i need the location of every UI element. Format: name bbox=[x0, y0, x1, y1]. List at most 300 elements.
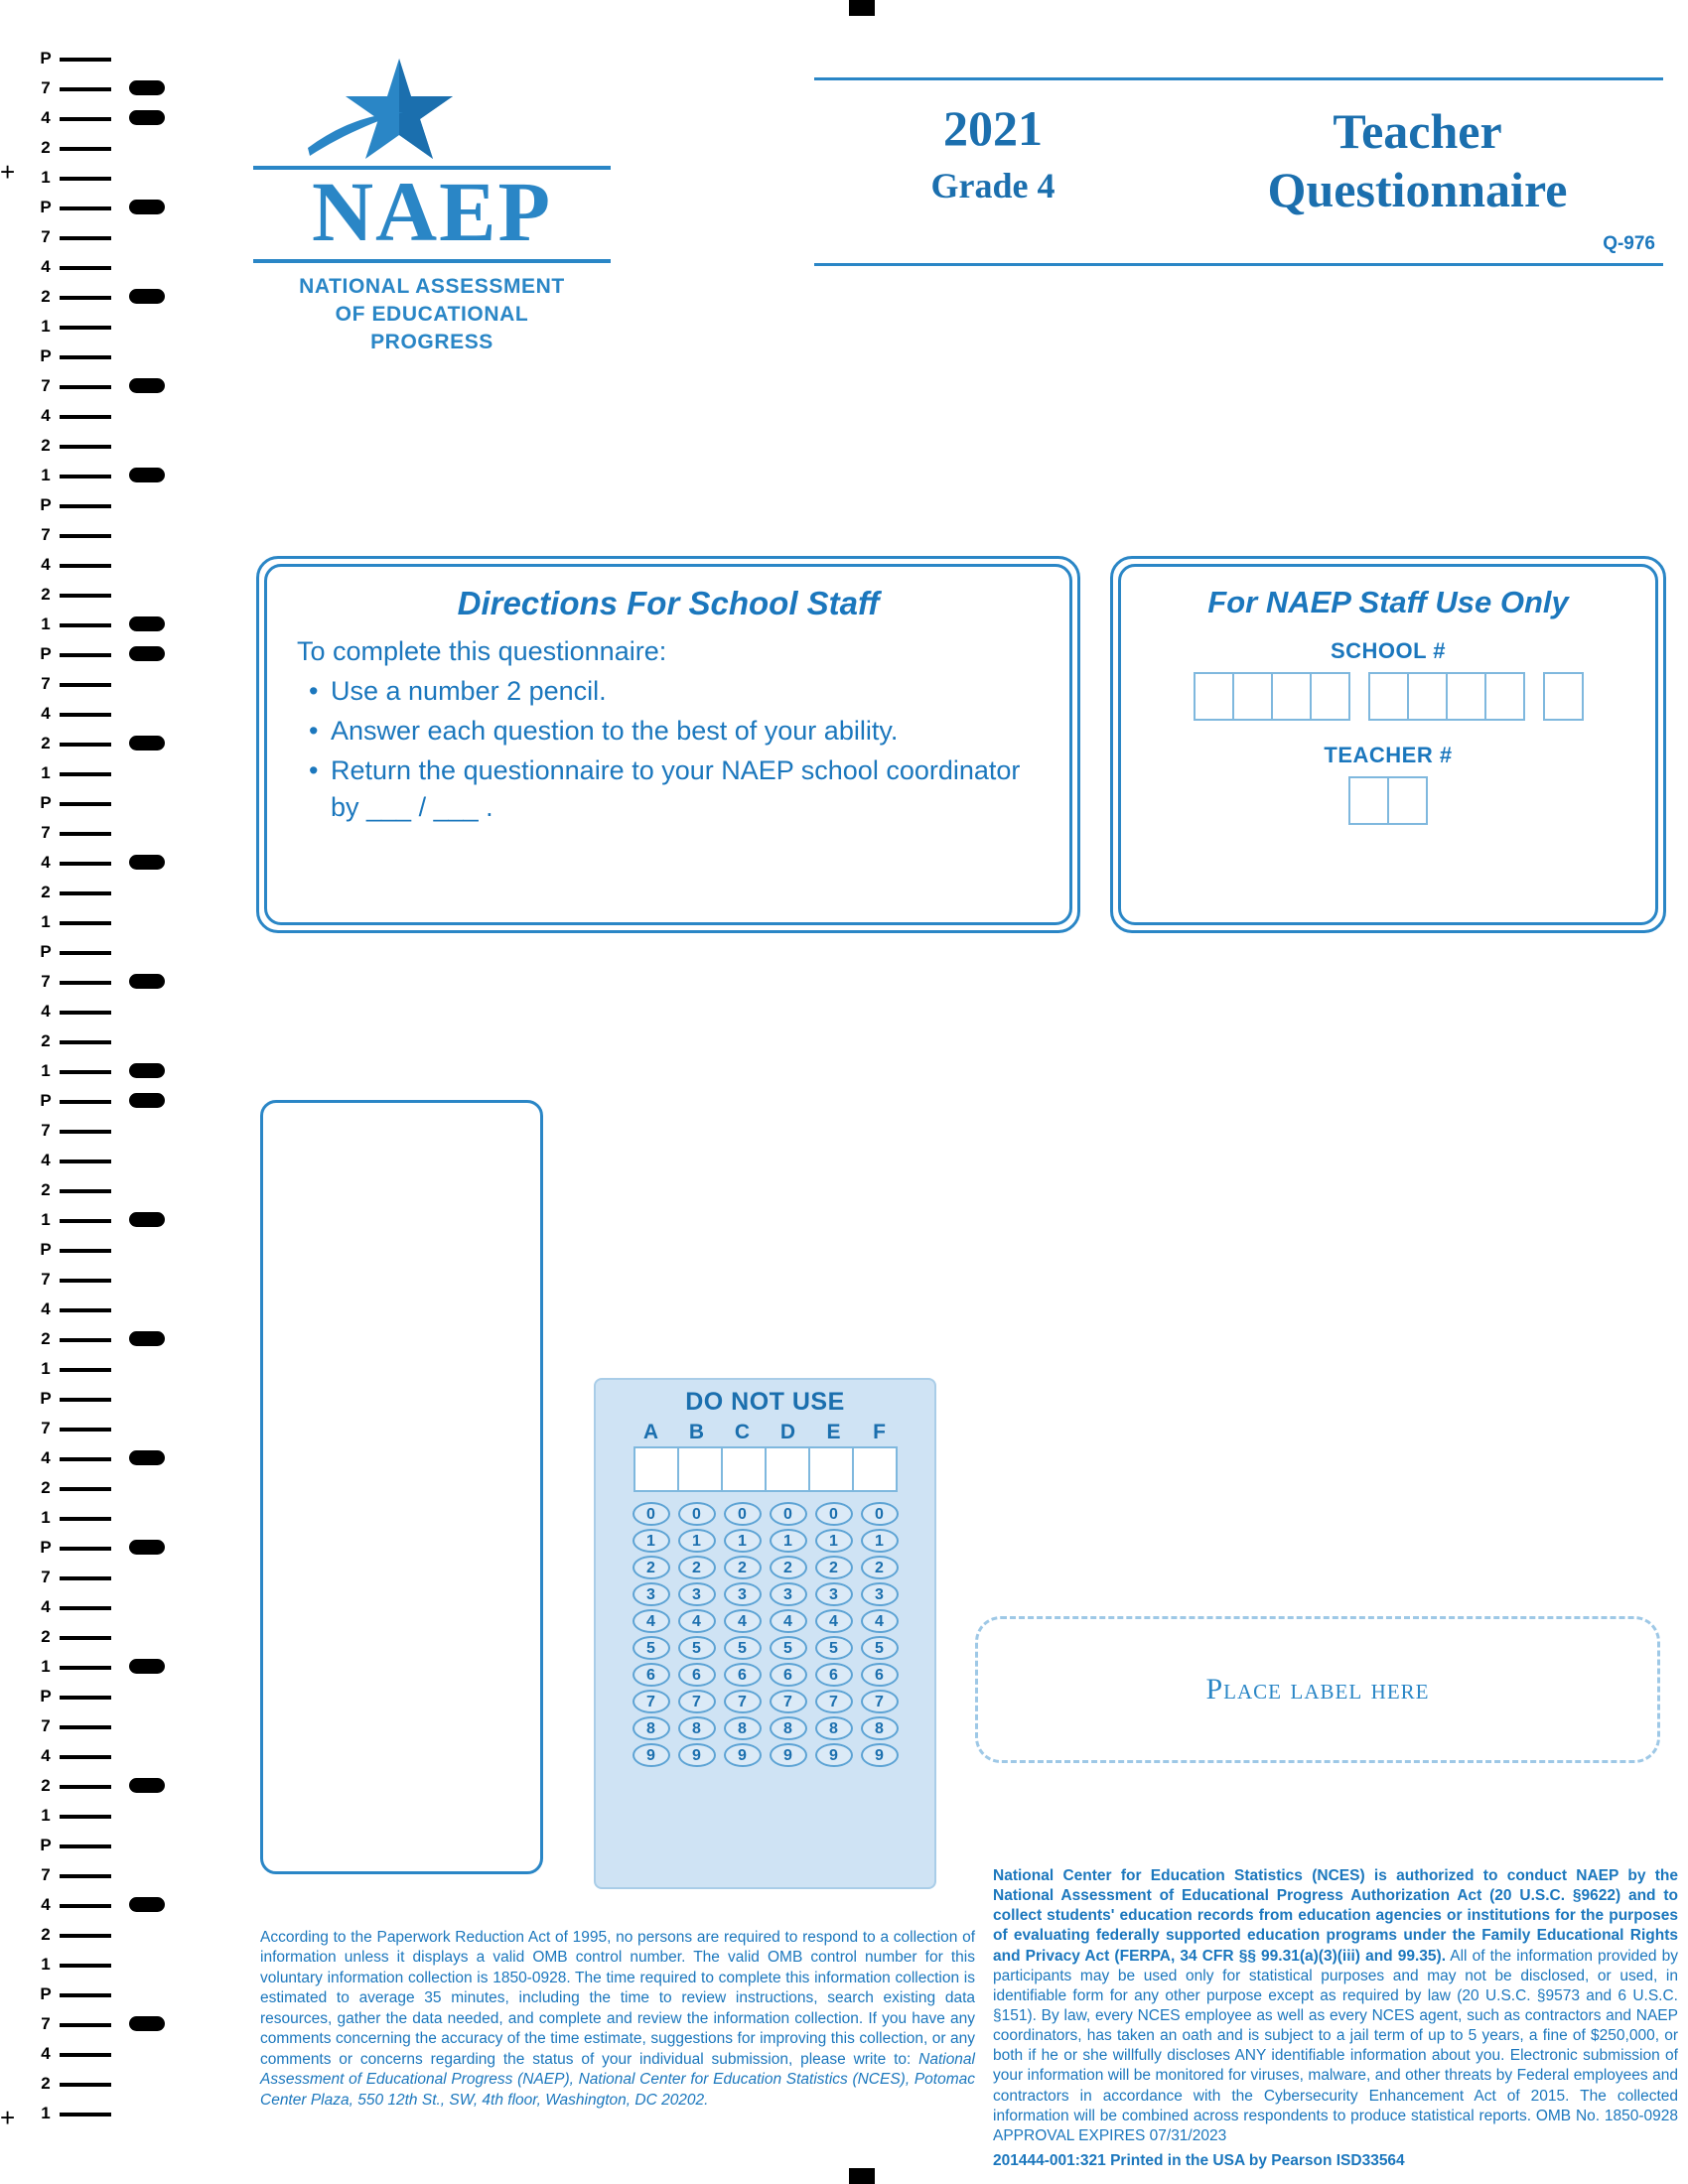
answer-bubble[interactable]: 5 bbox=[633, 1636, 670, 1660]
timing-blob bbox=[129, 1063, 165, 1078]
timing-tick-row bbox=[0, 1390, 189, 1420]
timing-tick-mark bbox=[60, 1189, 111, 1193]
timing-tick-row bbox=[0, 735, 189, 764]
timing-tick-mark bbox=[60, 1547, 111, 1551]
timing-blob bbox=[129, 378, 165, 393]
timing-blob bbox=[129, 616, 165, 631]
school-number-label: SCHOOL # bbox=[1330, 638, 1447, 663]
timing-tick-label: 7 bbox=[41, 1419, 51, 1437]
timing-tick-mark bbox=[60, 326, 111, 330]
timing-tick-row bbox=[0, 1747, 189, 1777]
answer-bubble[interactable]: 7 bbox=[678, 1690, 716, 1713]
answer-bubble[interactable]: 4 bbox=[815, 1609, 853, 1633]
teacher-number-box[interactable] bbox=[1348, 776, 1389, 825]
timing-tick-label: 4 bbox=[41, 1151, 51, 1169]
timing-tick-mark bbox=[60, 1130, 111, 1134]
answer-bubble[interactable]: 9 bbox=[633, 1743, 670, 1767]
bubble-row bbox=[633, 1716, 899, 1740]
timing-tick-label: 2 bbox=[41, 1031, 51, 1050]
timing-tick-label: 4 bbox=[41, 853, 51, 872]
answer-bubble[interactable]: 9 bbox=[770, 1743, 807, 1767]
timing-tick-label: 4 bbox=[41, 1597, 51, 1616]
timing-tick-mark bbox=[60, 355, 111, 359]
answer-bubble[interactable]: 0 bbox=[861, 1502, 899, 1526]
nces-notice-bold: National Center for Education Statistics (NCES) is authorized to conduct NAEP by the National Assessment of Educational Progress Authorization Act (20 U.S.C. §9622) and to collect students' education records from education agencies or institutions for the purposes of evaluating federally supported education programs under the Family Educational Rights and Privacy Act (FERPA, 34 CFR §§ 99.31(a)(3)(iii) and 99.35). bbox=[993, 1867, 1678, 1965]
answer-bubble[interactable]: 1 bbox=[678, 1529, 716, 1553]
timing-tick-mark bbox=[60, 862, 111, 866]
timing-blob bbox=[129, 1212, 165, 1227]
timing-tick-row bbox=[0, 199, 189, 228]
timing-blob bbox=[129, 1659, 165, 1674]
timing-tick-row bbox=[0, 675, 189, 705]
timing-tick-label: 4 bbox=[41, 108, 51, 127]
answer-bubble[interactable]: 9 bbox=[678, 1743, 716, 1767]
timing-tick-mark bbox=[60, 504, 111, 508]
timing-tick-label: 7 bbox=[41, 525, 51, 544]
timing-tick-row bbox=[0, 1896, 189, 1926]
answer-bubble[interactable]: 3 bbox=[633, 1582, 670, 1606]
timing-blob bbox=[129, 855, 165, 870]
timing-tick-mark bbox=[60, 891, 111, 895]
answer-bubble[interactable]: 0 bbox=[770, 1502, 807, 1526]
timing-blob bbox=[129, 468, 165, 482]
timing-tick-row bbox=[0, 705, 189, 735]
school-number-group-2[interactable] bbox=[1368, 672, 1525, 721]
timing-tick-mark bbox=[60, 564, 111, 568]
answer-bubble[interactable]: 3 bbox=[770, 1582, 807, 1606]
answer-bubble[interactable]: 4 bbox=[861, 1609, 899, 1633]
timing-tick-mark bbox=[60, 713, 111, 717]
timing-tick-row bbox=[0, 1539, 189, 1569]
timing-tick-mark bbox=[60, 1934, 111, 1938]
naep-staff-use-panel bbox=[1110, 556, 1666, 933]
timing-tick-mark bbox=[60, 177, 111, 181]
timing-tick-label: P bbox=[40, 1240, 52, 1259]
timing-tick-mark bbox=[60, 802, 111, 806]
timing-tick-mark bbox=[60, 1696, 111, 1700]
timing-tick-row bbox=[0, 1092, 189, 1122]
form-code: Q-976 bbox=[1603, 233, 1655, 254]
timing-tick-mark bbox=[60, 1160, 111, 1163]
paperwork-notice-address: National Assessment of Educational Progress (NAEP), National Center for Education Statistics (NCES), Potomac Center Plaza, 550 12th St., SW, 4th floor, Washington, DC 20202. bbox=[260, 2050, 975, 2109]
directions-panel bbox=[256, 556, 1080, 933]
answer-bubble[interactable]: 1 bbox=[633, 1529, 670, 1553]
timing-tick-mark bbox=[60, 772, 111, 776]
answer-bubble[interactable]: 1 bbox=[815, 1529, 853, 1553]
timing-tick-label: P bbox=[40, 1687, 52, 1706]
registration-plus-top-left: + bbox=[0, 157, 16, 187]
timing-tick-mark bbox=[60, 117, 111, 121]
timing-tick-mark bbox=[60, 1219, 111, 1223]
answer-bubble[interactable]: 4 bbox=[724, 1609, 762, 1633]
timing-tick-mark bbox=[60, 683, 111, 687]
answer-bubble[interactable]: 5 bbox=[724, 1636, 762, 1660]
timing-tick-mark bbox=[60, 951, 111, 955]
list-item: • Use a number 2 pencil. bbox=[309, 673, 1054, 711]
answer-bubble[interactable]: 4 bbox=[633, 1609, 670, 1633]
school-number-box[interactable] bbox=[1310, 672, 1350, 721]
timing-tick-label: 1 bbox=[41, 614, 51, 633]
timing-tick-label: 2 bbox=[41, 1329, 51, 1348]
timing-tick-label: 1 bbox=[41, 1657, 51, 1676]
timing-tick-label: 2 bbox=[41, 585, 51, 604]
timing-tick-mark bbox=[60, 743, 111, 747]
timing-tick-row bbox=[0, 1866, 189, 1896]
timing-tick-row bbox=[0, 109, 189, 139]
timing-tick-row bbox=[0, 467, 189, 496]
timing-blob bbox=[129, 646, 165, 661]
answer-bubble[interactable]: 1 bbox=[724, 1529, 762, 1553]
timing-tick-label: 4 bbox=[41, 1746, 51, 1765]
timing-tick-row bbox=[0, 1985, 189, 2015]
timing-tick-mark bbox=[60, 1815, 111, 1819]
timing-tick-mark bbox=[60, 1666, 111, 1670]
answer-bubble[interactable]: 1 bbox=[770, 1529, 807, 1553]
timing-blob bbox=[129, 1897, 165, 1912]
timing-tick-row bbox=[0, 586, 189, 615]
timing-tick-label: 7 bbox=[41, 674, 51, 693]
timing-tick-label: 7 bbox=[41, 1121, 51, 1140]
answer-bubble[interactable]: 6 bbox=[678, 1663, 716, 1687]
school-number-box[interactable] bbox=[1271, 672, 1312, 721]
timing-tick-row bbox=[0, 615, 189, 645]
answer-bubble[interactable]: 5 bbox=[678, 1636, 716, 1660]
school-number-box[interactable] bbox=[1368, 672, 1409, 721]
timing-tick-row bbox=[0, 2015, 189, 2045]
answer-bubble[interactable]: 3 bbox=[724, 1582, 762, 1606]
entry-box[interactable] bbox=[808, 1446, 854, 1492]
timing-tick-row bbox=[0, 1330, 189, 1360]
answer-bubble[interactable]: 1 bbox=[861, 1529, 899, 1553]
timing-tick-mark bbox=[60, 1011, 111, 1015]
answer-bubble[interactable]: 2 bbox=[633, 1556, 670, 1579]
column-header: E bbox=[826, 1421, 841, 1443]
answer-bubble[interactable]: 5 bbox=[815, 1636, 853, 1660]
timing-tick-mark bbox=[60, 2083, 111, 2087]
answer-bubble[interactable]: 7 bbox=[770, 1690, 807, 1713]
timing-blob bbox=[129, 1540, 165, 1555]
answer-bubble[interactable]: 8 bbox=[633, 1716, 670, 1740]
school-number-box[interactable] bbox=[1194, 672, 1234, 721]
entry-box[interactable] bbox=[633, 1446, 679, 1492]
timing-tick-row bbox=[0, 318, 189, 347]
do-not-use-column-headers bbox=[596, 1421, 934, 1444]
bubble-row bbox=[633, 1502, 899, 1526]
timing-tick-mark bbox=[60, 1040, 111, 1044]
timing-tick-row bbox=[0, 1777, 189, 1807]
naep-subtitle bbox=[253, 273, 611, 357]
answer-bubble[interactable]: 8 bbox=[815, 1716, 853, 1740]
answer-bubble[interactable]: 4 bbox=[678, 1609, 716, 1633]
entry-box[interactable] bbox=[765, 1446, 810, 1492]
bubble-row bbox=[633, 1529, 899, 1553]
timing-tick-mark bbox=[60, 1606, 111, 1610]
timing-tick-row bbox=[0, 2105, 189, 2134]
timing-tick-label: 2 bbox=[41, 1776, 51, 1795]
timing-blob bbox=[129, 1331, 165, 1346]
timing-tick-row bbox=[0, 1837, 189, 1866]
entry-box[interactable] bbox=[721, 1446, 767, 1492]
answer-bubble[interactable]: 8 bbox=[678, 1716, 716, 1740]
teacher-number-box[interactable] bbox=[1387, 776, 1428, 825]
list-item: • Return the questionnaire to your NAEP school coordinator by ___ / ___ . bbox=[309, 752, 1054, 828]
timing-tick-mark bbox=[60, 445, 111, 449]
paperwork-reduction-notice bbox=[260, 1928, 975, 2111]
answer-bubble[interactable]: 6 bbox=[724, 1663, 762, 1687]
bubble-row bbox=[633, 1636, 899, 1660]
teacher-number-group[interactable] bbox=[1348, 776, 1428, 825]
timing-tick-label: P bbox=[40, 198, 52, 216]
timing-tick-label: 7 bbox=[41, 823, 51, 842]
answer-bubble[interactable]: 6 bbox=[770, 1663, 807, 1687]
timing-tick-label: 1 bbox=[41, 1061, 51, 1080]
timing-tick-label: P bbox=[40, 495, 52, 514]
timing-tick-row bbox=[0, 288, 189, 318]
bubble-row bbox=[633, 1609, 899, 1633]
timing-tick-mark bbox=[60, 1904, 111, 1908]
timing-tick-mark bbox=[60, 623, 111, 627]
timing-tick-row bbox=[0, 1598, 189, 1628]
timing-tick-label: P bbox=[40, 793, 52, 812]
answer-bubble[interactable]: 9 bbox=[724, 1743, 762, 1767]
naep-staff-title: For NAEP Staff Use Only bbox=[1207, 585, 1569, 619]
answer-bubble[interactable]: 2 bbox=[724, 1556, 762, 1579]
timing-tick-label: 2 bbox=[41, 883, 51, 901]
timing-tick-label: 4 bbox=[41, 2044, 51, 2063]
school-number-box[interactable] bbox=[1407, 672, 1448, 721]
nces-notice-body: All of the information provided by participants may be used only for statistical purposes and may not be disclosed, or used, in identifiable form for any other purpose except as required by law (20 U.S.C. §9573 and 6 U.S.C. §151). By law, every NCES employee as well as every NCES agent, such as contractors and NAEP coordinators, has taken an oath and is subject to a jail term of up to 5 years, a fine of $250,000, or both if he or she willfully discloses ANY identifiable information about you. Electronic submission of your information will be monitored for viruses, malware, and other threats by Federal employees and contractors in accordance with the Cybersecurity Enhancement Act of 2015. The collected information will be combined across respondents to produce statistical reports. OMB No. 1850-0928 APPROVAL EXPIRES 07/31/2023 bbox=[993, 1947, 1678, 2144]
answer-bubble[interactable]: 2 bbox=[770, 1556, 807, 1579]
timing-tick-label: 4 bbox=[41, 1895, 51, 1914]
timing-tick-label: 1 bbox=[41, 466, 51, 484]
timing-tick-mark bbox=[60, 1428, 111, 1432]
answer-bubble[interactable]: 9 bbox=[861, 1743, 899, 1767]
timing-tick-row bbox=[0, 1241, 189, 1271]
timing-tick-label: 1 bbox=[41, 1359, 51, 1378]
timing-tick-label: 1 bbox=[41, 168, 51, 187]
timing-tick-row bbox=[0, 50, 189, 79]
timing-tick-label: 4 bbox=[41, 1002, 51, 1021]
timing-tick-row bbox=[0, 1211, 189, 1241]
timing-tick-label: P bbox=[40, 1389, 52, 1408]
timing-tick-mark bbox=[60, 1993, 111, 1997]
answer-bubble[interactable]: 2 bbox=[861, 1556, 899, 1579]
timing-tick-row bbox=[0, 1300, 189, 1330]
timing-tick-row bbox=[0, 1449, 189, 1479]
timing-tick-row bbox=[0, 347, 189, 377]
answer-bubble[interactable]: 8 bbox=[861, 1716, 899, 1740]
timing-tick-label: P bbox=[40, 1836, 52, 1854]
timing-tick-mark bbox=[60, 1398, 111, 1402]
answer-bubble[interactable]: 4 bbox=[770, 1609, 807, 1633]
timing-tick-mark bbox=[60, 653, 111, 657]
timing-tick-label: 4 bbox=[41, 257, 51, 276]
timing-tick-mark bbox=[60, 1249, 111, 1253]
timing-tick-mark bbox=[60, 1100, 111, 1104]
title-block bbox=[814, 77, 1663, 266]
timing-blob bbox=[129, 1093, 165, 1108]
timing-tick-row bbox=[0, 139, 189, 169]
bubble-row bbox=[633, 1743, 899, 1767]
timing-tick-row bbox=[0, 1688, 189, 1717]
answer-bubble[interactable]: 3 bbox=[678, 1582, 716, 1606]
timing-tick-label: 1 bbox=[41, 2104, 51, 2122]
answer-bubble[interactable]: 2 bbox=[815, 1556, 853, 1579]
timing-tick-mark bbox=[60, 1755, 111, 1759]
school-number-box[interactable] bbox=[1232, 672, 1273, 721]
naep-subtitle-line1: NATIONAL ASSESSMENT bbox=[299, 274, 565, 298]
directions-lead: To complete this questionnaire: bbox=[297, 636, 667, 666]
answer-bubble[interactable]: 8 bbox=[770, 1716, 807, 1740]
timing-tick-label: 2 bbox=[41, 1627, 51, 1646]
form-title-line2: Questionnaire bbox=[1267, 162, 1568, 217]
timing-tick-row bbox=[0, 1181, 189, 1211]
teacher-number-field[interactable] bbox=[1137, 776, 1639, 825]
timing-tick-row bbox=[0, 556, 189, 586]
school-number-box[interactable] bbox=[1484, 672, 1525, 721]
timing-blob bbox=[129, 110, 165, 125]
directions-list bbox=[283, 673, 1054, 827]
timing-tick-row bbox=[0, 884, 189, 913]
answer-bubble[interactable]: 6 bbox=[633, 1663, 670, 1687]
timing-tick-mark bbox=[60, 236, 111, 240]
timing-tick-label: 4 bbox=[41, 555, 51, 574]
column-header: A bbox=[642, 1421, 659, 1443]
timing-tick-row bbox=[0, 1420, 189, 1449]
entry-box[interactable] bbox=[677, 1446, 723, 1492]
blank-response-box[interactable] bbox=[260, 1100, 543, 1874]
form-title-line1: Teacher bbox=[1333, 103, 1502, 159]
timing-tick-row bbox=[0, 496, 189, 526]
timing-tick-mark bbox=[60, 1338, 111, 1342]
timing-tick-mark bbox=[60, 594, 111, 598]
timing-tick-mark bbox=[60, 266, 111, 270]
timing-tick-mark bbox=[60, 1070, 111, 1074]
form-grade: Grade 4 bbox=[930, 165, 1055, 205]
timing-tick-label: 7 bbox=[41, 1568, 51, 1586]
timing-tick-mark bbox=[60, 1874, 111, 1878]
timing-tick-row bbox=[0, 1956, 189, 1985]
answer-bubble[interactable]: 2 bbox=[678, 1556, 716, 1579]
naep-staff-panel-content bbox=[1113, 559, 1663, 843]
timing-tick-mark bbox=[60, 981, 111, 985]
timing-tick-mark bbox=[60, 475, 111, 478]
timing-tick-label: 7 bbox=[41, 376, 51, 395]
timing-tick-row bbox=[0, 824, 189, 854]
naep-subtitle-line3: PROGRESS bbox=[370, 331, 493, 354]
timing-tick-row bbox=[0, 1658, 189, 1688]
timing-tick-row bbox=[0, 228, 189, 258]
timing-tick-mark bbox=[60, 385, 111, 389]
answer-bubble[interactable]: 0 bbox=[678, 1502, 716, 1526]
timing-tick-row bbox=[0, 1807, 189, 1837]
column-header: D bbox=[779, 1421, 796, 1443]
answer-bubble[interactable]: 0 bbox=[724, 1502, 762, 1526]
do-not-use-grid bbox=[594, 1378, 936, 1889]
answer-bubble[interactable]: 7 bbox=[633, 1690, 670, 1713]
timing-blob bbox=[129, 289, 165, 304]
timing-blob bbox=[129, 974, 165, 989]
timing-tick-label: 4 bbox=[41, 1299, 51, 1318]
answer-bubble[interactable]: 7 bbox=[861, 1690, 899, 1713]
school-number-group-1[interactable] bbox=[1194, 672, 1350, 721]
timing-tick-row bbox=[0, 1569, 189, 1598]
star-icon bbox=[308, 57, 487, 172]
timing-tick-label: P bbox=[40, 1091, 52, 1110]
timing-tick-label: 2 bbox=[41, 1180, 51, 1199]
answer-bubble[interactable]: 7 bbox=[815, 1690, 853, 1713]
timing-tick-mark bbox=[60, 87, 111, 91]
answer-bubble[interactable]: 3 bbox=[815, 1582, 853, 1606]
column-header: B bbox=[688, 1421, 705, 1443]
timing-tick-label: 7 bbox=[41, 78, 51, 97]
answer-bubble[interactable]: 3 bbox=[861, 1582, 899, 1606]
school-number-group-3[interactable] bbox=[1543, 672, 1584, 721]
school-number-box[interactable] bbox=[1446, 672, 1486, 721]
timing-tick-mark bbox=[60, 58, 111, 62]
timing-tick-mark bbox=[60, 415, 111, 419]
column-header: F bbox=[873, 1421, 886, 1443]
teacher-number-label: TEACHER # bbox=[1324, 743, 1453, 767]
answer-bubble[interactable]: 0 bbox=[815, 1502, 853, 1526]
timing-tick-row bbox=[0, 258, 189, 288]
timing-tick-label: 2 bbox=[41, 2074, 51, 2093]
answer-bubble[interactable]: 6 bbox=[861, 1663, 899, 1687]
school-number-box[interactable] bbox=[1543, 672, 1584, 721]
timing-track bbox=[0, 50, 189, 2144]
timing-tick-row bbox=[0, 645, 189, 675]
timing-tick-mark bbox=[60, 2023, 111, 2027]
bubble-row bbox=[633, 1690, 899, 1713]
answer-bubble[interactable]: 7 bbox=[724, 1690, 762, 1713]
answer-bubble[interactable]: 9 bbox=[815, 1743, 853, 1767]
timing-tick-row bbox=[0, 913, 189, 943]
timing-tick-row bbox=[0, 1062, 189, 1092]
timing-tick-mark bbox=[60, 1279, 111, 1283]
timing-tick-row bbox=[0, 1360, 189, 1390]
nces-authorization-notice bbox=[993, 1866, 1678, 2171]
registration-mark-top bbox=[849, 0, 875, 16]
do-not-use-title: DO NOT USE bbox=[685, 1388, 845, 1416]
timing-tick-row bbox=[0, 1152, 189, 1181]
timing-tick-label: 1 bbox=[41, 763, 51, 782]
timing-tick-mark bbox=[60, 1725, 111, 1729]
timing-tick-label: 4 bbox=[41, 1448, 51, 1467]
directions-panel-content bbox=[259, 559, 1077, 847]
timing-tick-mark bbox=[60, 1368, 111, 1372]
form-year: 2021 bbox=[943, 100, 1043, 156]
timing-tick-mark bbox=[60, 1785, 111, 1789]
answer-bubble[interactable]: 0 bbox=[633, 1502, 670, 1526]
timing-tick-row bbox=[0, 1479, 189, 1509]
timing-tick-row bbox=[0, 1122, 189, 1152]
list-item: • Answer each question to the best of your ability. bbox=[309, 713, 1054, 751]
school-number-field[interactable] bbox=[1137, 672, 1639, 721]
do-not-use-bubble-grid[interactable] bbox=[596, 1502, 934, 1767]
place-label-area[interactable] bbox=[975, 1616, 1660, 1763]
naep-wordmark: NAEP bbox=[253, 166, 611, 263]
timing-tick-mark bbox=[60, 147, 111, 151]
answer-bubble[interactable]: 8 bbox=[724, 1716, 762, 1740]
entry-box[interactable] bbox=[852, 1446, 898, 1492]
timing-tick-label: P bbox=[40, 49, 52, 68]
answer-bubble[interactable]: 5 bbox=[861, 1636, 899, 1660]
answer-bubble[interactable]: 5 bbox=[770, 1636, 807, 1660]
answer-bubble[interactable]: 6 bbox=[815, 1663, 853, 1687]
timing-tick-row bbox=[0, 1003, 189, 1032]
do-not-use-entry-boxes[interactable] bbox=[596, 1446, 934, 1492]
timing-tick-mark bbox=[60, 1844, 111, 1848]
